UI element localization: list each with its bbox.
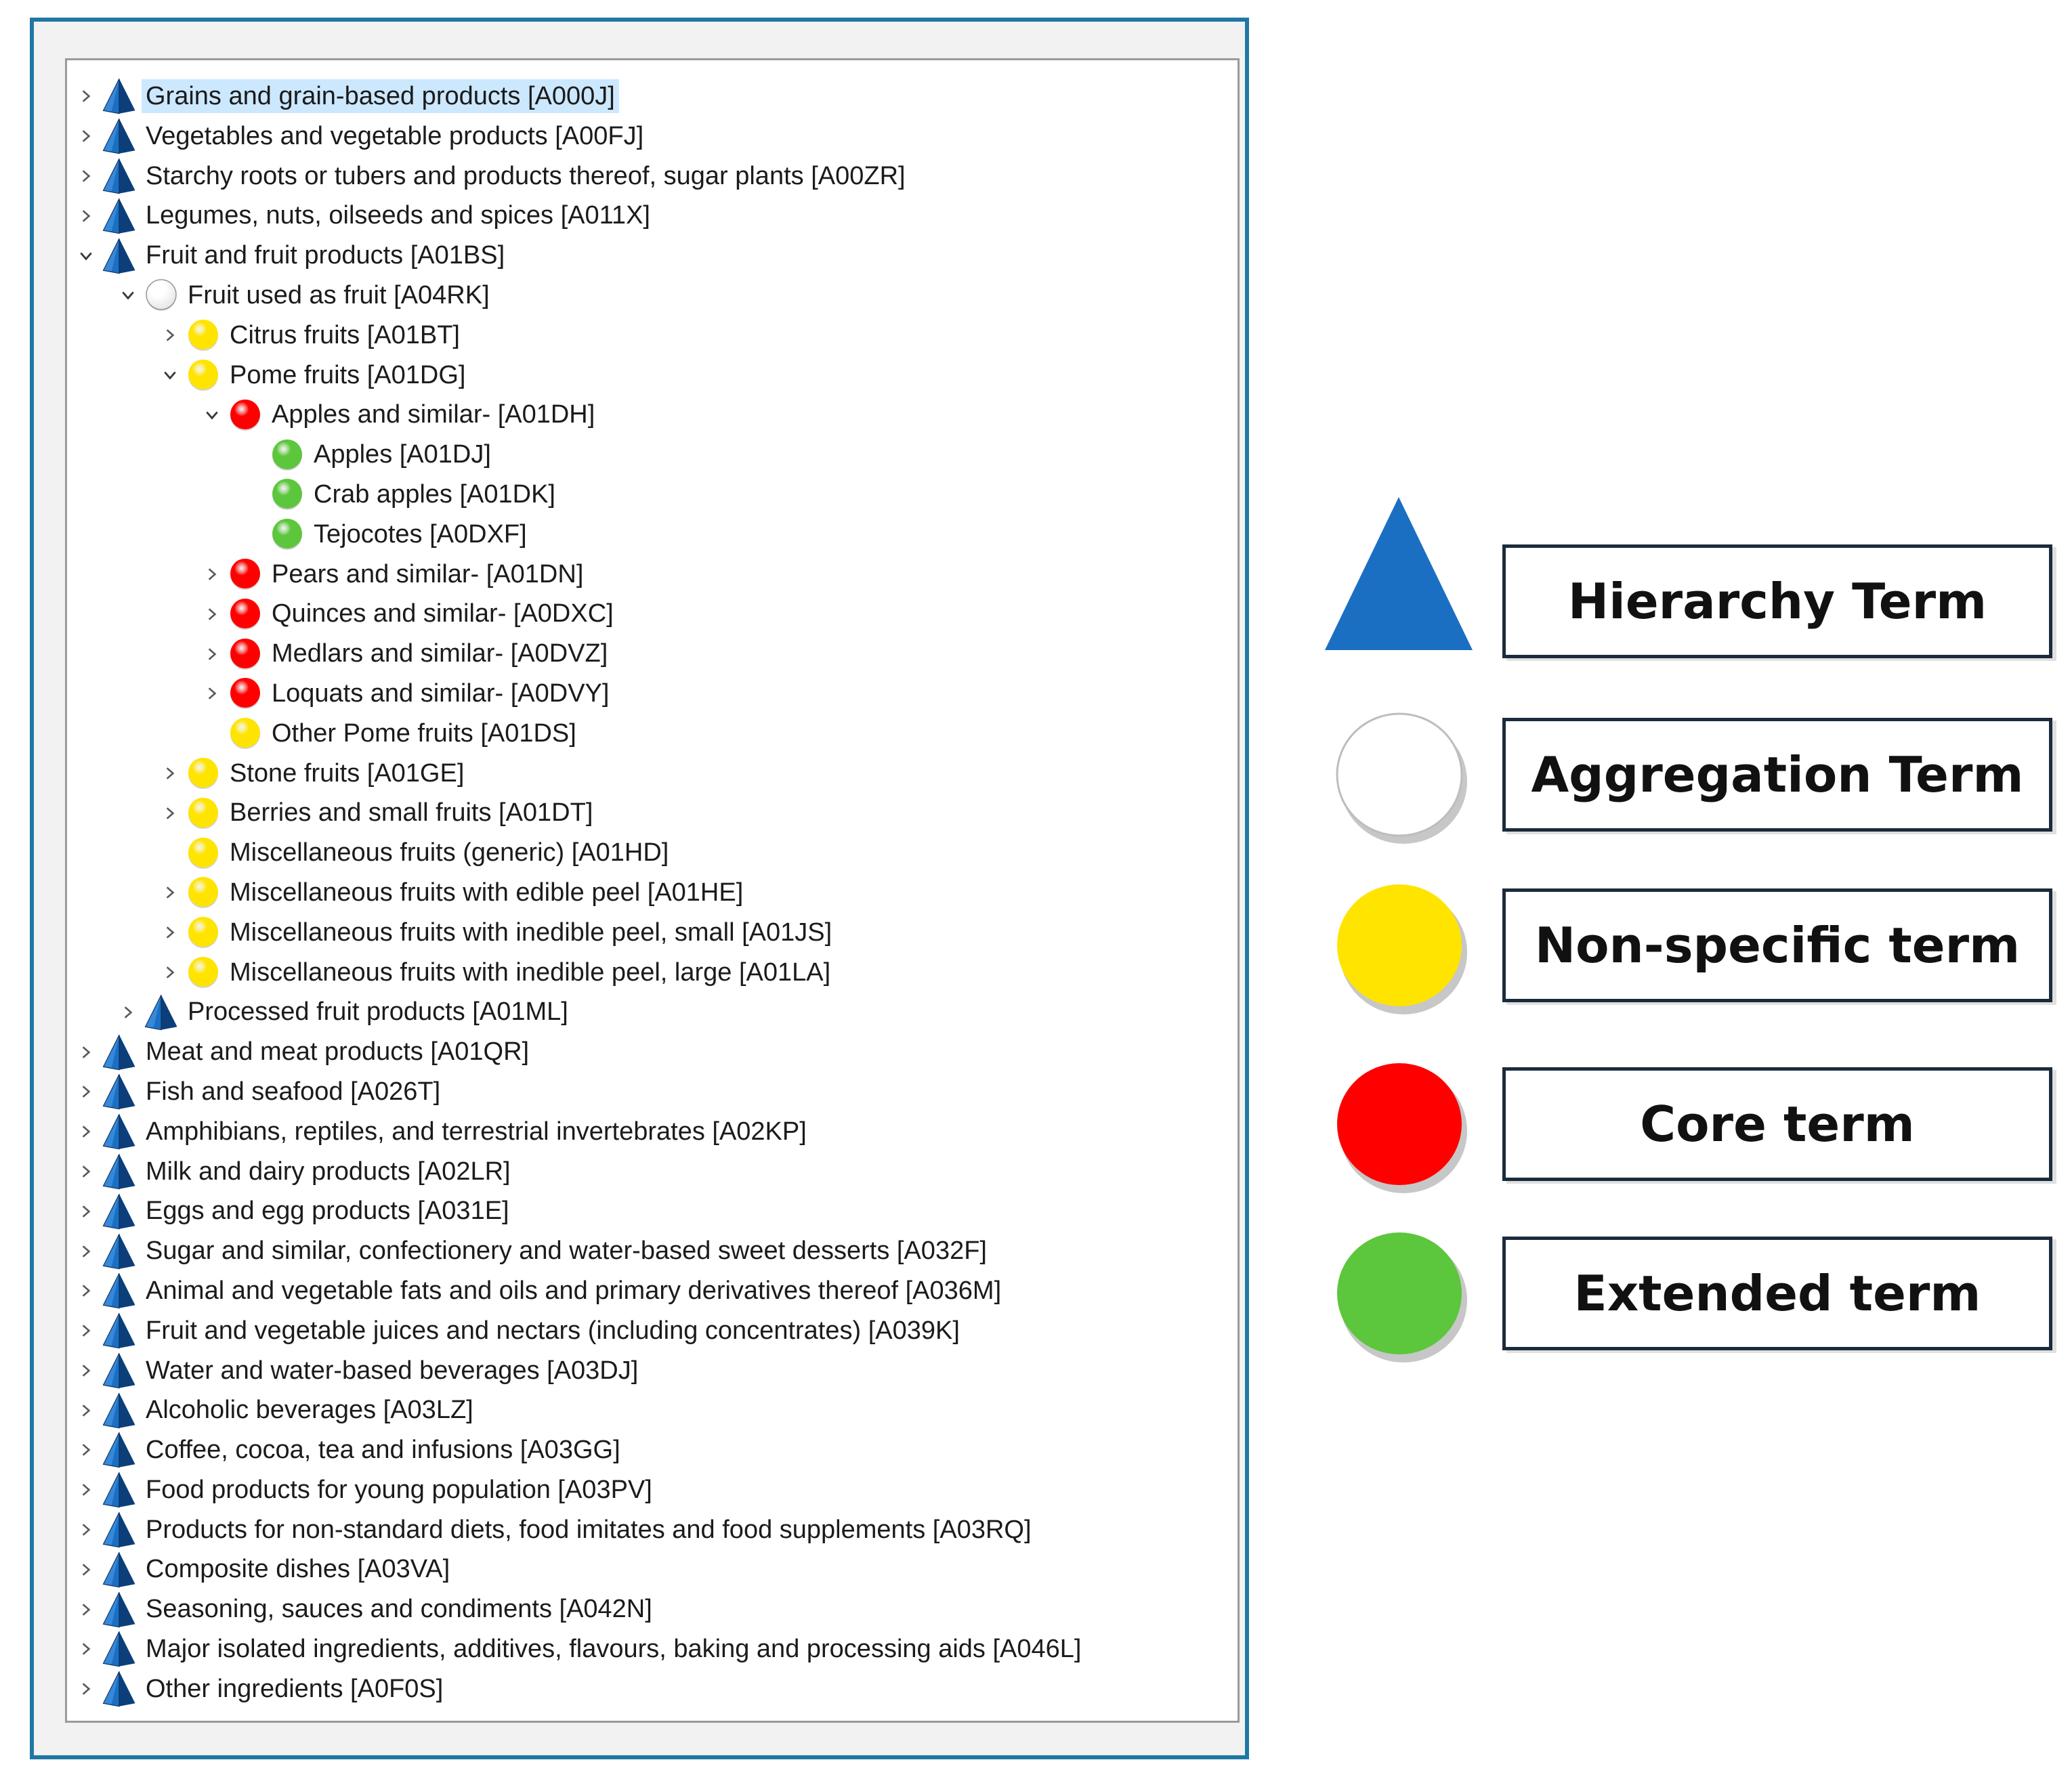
chevron-right-icon[interactable] [74,1470,98,1510]
tree-rows [67,77,1238,1709]
expander-spacer [200,714,224,754]
tree-window [30,18,1249,1759]
hierarchy-term-icon [98,1589,140,1629]
chevron-right-icon[interactable] [74,1231,98,1271]
tree-row[interactable] [67,276,1238,316]
tree-row[interactable] [67,395,1238,435]
tree-row[interactable] [67,913,1238,953]
chevron-right-icon[interactable] [158,754,182,794]
expander-spacer [242,435,266,475]
tree-row[interactable] [67,356,1238,395]
non-specific-term-icon [182,913,224,953]
tree-item-label[interactable]: Fruit used as fruit [A04RK] [188,280,490,309]
chevron-right-icon[interactable] [74,1112,98,1152]
aggregation-term-icon [140,276,182,316]
hierarchy-term-icon [98,1191,140,1231]
chevron-right-icon[interactable] [74,196,98,236]
legend-label-aggregation [1502,718,2052,832]
hierarchy-term-icon [98,1311,140,1351]
tree-row[interactable] [67,793,1238,833]
hierarchy-term-icon [1321,493,1477,659]
extended-term-icon [1333,1226,1468,1371]
legend-label-non-specific [1502,888,2052,1002]
hierarchy-term-icon [98,1231,140,1271]
chevron-right-icon[interactable] [158,873,182,913]
tree-item-label[interactable]: Legumes, nuts, oilseeds and spices [A011X] [146,201,650,230]
tree-row[interactable] [67,1032,1238,1072]
tree-item-label[interactable]: Amphibians, reptiles, and terrestrial invertebrates [A02KP] [146,1117,807,1146]
tree-row[interactable] [67,873,1238,913]
tree-item-label[interactable]: Apples and similar- [A01DH] [272,400,595,429]
hierarchy-term-icon [98,1072,140,1112]
extended-term-icon [266,435,308,475]
hierarchy-term-icon [98,1351,140,1391]
legend-label-hierarchy [1502,544,2052,658]
tree-row[interactable] [67,515,1238,555]
chevron-down-icon[interactable] [200,395,224,435]
hierarchy-term-icon [98,77,140,116]
tree-row[interactable] [67,1629,1238,1669]
chevron-right-icon[interactable] [74,1351,98,1391]
hierarchy-term-icon [98,1271,140,1311]
tree-item-label[interactable]: Animal and vegetable fats and oils and primary derivatives thereof [A036M] [146,1276,1002,1305]
chevron-right-icon[interactable] [158,953,182,993]
tree-item-label[interactable]: Food products for young population [A03PV] [146,1475,652,1504]
tree-item-label[interactable]: Miscellaneous fruits with inedible peel, small [A01JS] [230,918,832,947]
hierarchy-term-icon [98,1112,140,1152]
tree-item-label[interactable]: Fruit and vegetable juices and nectars (including concentrates) [A039K] [146,1316,960,1345]
chevron-right-icon[interactable] [74,1072,98,1112]
tree-item-label[interactable]: Stone fruits [A01GE] [230,758,465,788]
tree-row[interactable] [67,1351,1238,1391]
tree-row[interactable] [67,1549,1238,1589]
chevron-right-icon[interactable] [158,913,182,953]
hierarchy-term-icon [140,992,182,1032]
legend-text: Extended term [1573,1265,1981,1322]
tree-row[interactable] [67,634,1238,674]
non-specific-term-icon [182,873,224,913]
tree-item-label[interactable]: Eggs and egg products [A031E] [146,1197,509,1226]
chevron-right-icon[interactable] [74,77,98,116]
chevron-right-icon[interactable] [74,1549,98,1589]
tree-item-label[interactable]: Milk and dairy products [A02LR] [146,1157,511,1186]
legend-label-extended [1502,1237,2052,1350]
tree-row[interactable] [67,435,1238,475]
core-term-icon [1333,1056,1468,1202]
tree-row[interactable] [67,316,1238,356]
tree-row[interactable] [67,833,1238,873]
non-specific-term-icon [182,754,224,794]
chevron-down-icon[interactable] [116,276,140,316]
tree-row[interactable] [67,1231,1238,1271]
chevron-right-icon[interactable] [158,793,182,833]
tree-item-label[interactable]: Quinces and similar- [A0DXC] [272,599,614,628]
tree-item-label[interactable]: Products for non-standard diets, food imitates and food supplements [A03RQ] [146,1515,1032,1544]
chevron-right-icon[interactable] [116,992,140,1032]
tree-row[interactable] [67,1311,1238,1351]
extended-term-icon [266,475,308,515]
legend-text: Non-specific term [1534,917,2021,974]
chevron-right-icon[interactable] [158,316,182,356]
chevron-right-icon[interactable] [74,1589,98,1629]
tree-item-label[interactable]: Citrus fruits [A01BT] [230,320,460,349]
tree-item-label[interactable]: Pears and similar- [A01DN] [272,559,584,588]
tree-row[interactable] [67,1112,1238,1152]
tree-row[interactable] [67,236,1238,276]
chevron-right-icon[interactable] [74,1430,98,1470]
tree-item-label[interactable]: Other ingredients [A0F0S] [146,1674,444,1703]
core-term-icon [224,594,266,634]
core-term-icon [224,395,266,435]
tree-item-label[interactable]: Fruit and fruit products [A01BS] [146,241,505,270]
chevron-right-icon[interactable] [200,555,224,595]
chevron-right-icon[interactable] [74,1032,98,1072]
hierarchy-term-icon [98,236,140,276]
tree-item-label[interactable]: Major isolated ingredients, additives, flavours, baking and processing aids [A046L] [146,1635,1082,1664]
tree-row[interactable] [67,594,1238,634]
tree-row[interactable] [67,953,1238,993]
non-specific-term-icon [1333,878,1468,1023]
tree-item-label[interactable]: Grains and grain-based products [A000J] [142,79,619,113]
chevron-right-icon[interactable] [200,674,224,714]
hierarchy-term-icon [98,1430,140,1470]
chevron-right-icon[interactable] [74,1669,98,1709]
tree-row[interactable] [67,1510,1238,1550]
tree-row[interactable] [67,714,1238,754]
chevron-right-icon[interactable] [74,1629,98,1669]
tree-item-label[interactable]: Medlars and similar- [A0DVZ] [272,639,608,668]
hierarchy-term-icon [98,1470,140,1510]
hierarchy-term-icon [98,116,140,156]
expander-spacer [158,833,182,873]
hierarchy-term-icon [98,1032,140,1072]
extended-term-icon [266,515,308,555]
foodex-tree-view[interactable] [65,58,1240,1723]
tree-item-label[interactable]: Seasoning, sauces and condiments [A042N] [146,1595,652,1624]
chevron-right-icon[interactable] [74,1510,98,1550]
tree-row[interactable] [67,1589,1238,1629]
tree-item-label[interactable]: Miscellaneous fruits (generic) [A01HD] [230,838,669,867]
tree-row[interactable] [67,1191,1238,1231]
core-term-icon [224,555,266,595]
tree-row[interactable] [67,475,1238,515]
expander-spacer [242,475,266,515]
tree-item-label[interactable]: Meat and meat products [A01QR] [146,1037,530,1067]
tree-item-label[interactable]: Apples [A01DJ] [314,440,491,469]
tree-row[interactable] [67,1430,1238,1470]
core-term-icon [224,674,266,714]
tree-item-label[interactable]: Miscellaneous fruits with inedible peel, large [A01LA] [230,958,831,987]
tree-item-label[interactable]: Other Pome fruits [A01DS] [272,718,576,748]
chevron-right-icon[interactable] [200,594,224,634]
non-specific-term-icon [182,833,224,873]
expander-spacer [242,515,266,555]
chevron-right-icon[interactable] [74,116,98,156]
tree-row[interactable] [67,674,1238,714]
core-term-icon [224,634,266,674]
chevron-right-icon[interactable] [200,634,224,674]
non-specific-term-icon [224,714,266,754]
chevron-right-icon[interactable] [74,156,98,196]
chevron-down-icon[interactable] [74,236,98,276]
non-specific-term-icon [182,953,224,993]
tree-row[interactable] [67,116,1238,156]
tree-item-label[interactable]: Starchy roots or tubers and products thereof, sugar plants [A00ZR] [146,161,906,190]
chevron-right-icon[interactable] [74,1191,98,1231]
tree-item-label[interactable]: Fish and seafood [A026T] [146,1077,441,1106]
tree-item-label[interactable]: Loquats and similar- [A0DVY] [272,679,610,708]
non-specific-term-icon [182,793,224,833]
chevron-right-icon[interactable] [74,1390,98,1430]
non-specific-term-icon [182,356,224,395]
tree-item-label[interactable]: Water and water-based beverages [A03DJ] [146,1356,639,1385]
non-specific-term-icon [182,316,224,356]
chevron-right-icon[interactable] [74,1152,98,1192]
tree-row[interactable] [67,1470,1238,1510]
tree-item-label[interactable]: Alcoholic beverages [A03LZ] [146,1396,473,1425]
tree-item-label[interactable]: Processed fruit products [A01ML] [188,997,568,1027]
tree-item-label[interactable]: Crab apples [A01DK] [314,479,555,509]
hierarchy-term-icon [98,156,140,196]
tree-item-label[interactable]: Coffee, cocoa, tea and infusions [A03GG] [146,1436,620,1465]
tree-row[interactable] [67,1669,1238,1709]
hierarchy-term-icon [98,196,140,236]
tree-row[interactable] [67,77,1238,116]
tree-row[interactable] [67,196,1238,236]
tree-row[interactable] [67,754,1238,794]
chevron-right-icon[interactable] [74,1311,98,1351]
hierarchy-term-icon [98,1629,140,1669]
tree-row[interactable] [67,1271,1238,1311]
tree-row[interactable] [67,992,1238,1032]
tree-item-label[interactable]: Miscellaneous fruits with edible peel [A01HE] [230,878,744,907]
tree-item-label[interactable]: Vegetables and vegetable products [A00FJ] [146,121,644,150]
legend-text: Hierarchy Term [1567,573,1987,630]
hierarchy-term-icon [98,1669,140,1709]
legend-label-core [1502,1067,2052,1181]
tree-item-label[interactable]: Pome fruits [A01DG] [230,360,466,389]
tree-row[interactable] [67,555,1238,595]
hierarchy-term-icon [98,1510,140,1550]
hierarchy-term-icon [98,1152,140,1192]
legend-text: Aggregation Term [1531,746,2024,803]
hierarchy-term-icon [98,1390,140,1430]
chevron-right-icon[interactable] [74,1271,98,1311]
tree-item-label[interactable]: Berries and small fruits [A01DT] [230,798,593,828]
tree-item-label[interactable]: Tejocotes [A0DXF] [314,519,527,549]
legend-text: Core term [1640,1096,1915,1153]
tree-row[interactable] [67,156,1238,196]
tree-item-label[interactable]: Sugar and similar, confectionery and water-based sweet desserts [A032F] [146,1237,987,1266]
tree-row[interactable] [67,1390,1238,1430]
aggregation-term-icon [1333,707,1468,853]
chevron-down-icon[interactable] [158,356,182,395]
tree-row[interactable] [67,1152,1238,1192]
hierarchy-term-icon [98,1549,140,1589]
tree-item-label[interactable]: Composite dishes [A03VA] [146,1555,450,1584]
tree-row[interactable] [67,1072,1238,1112]
